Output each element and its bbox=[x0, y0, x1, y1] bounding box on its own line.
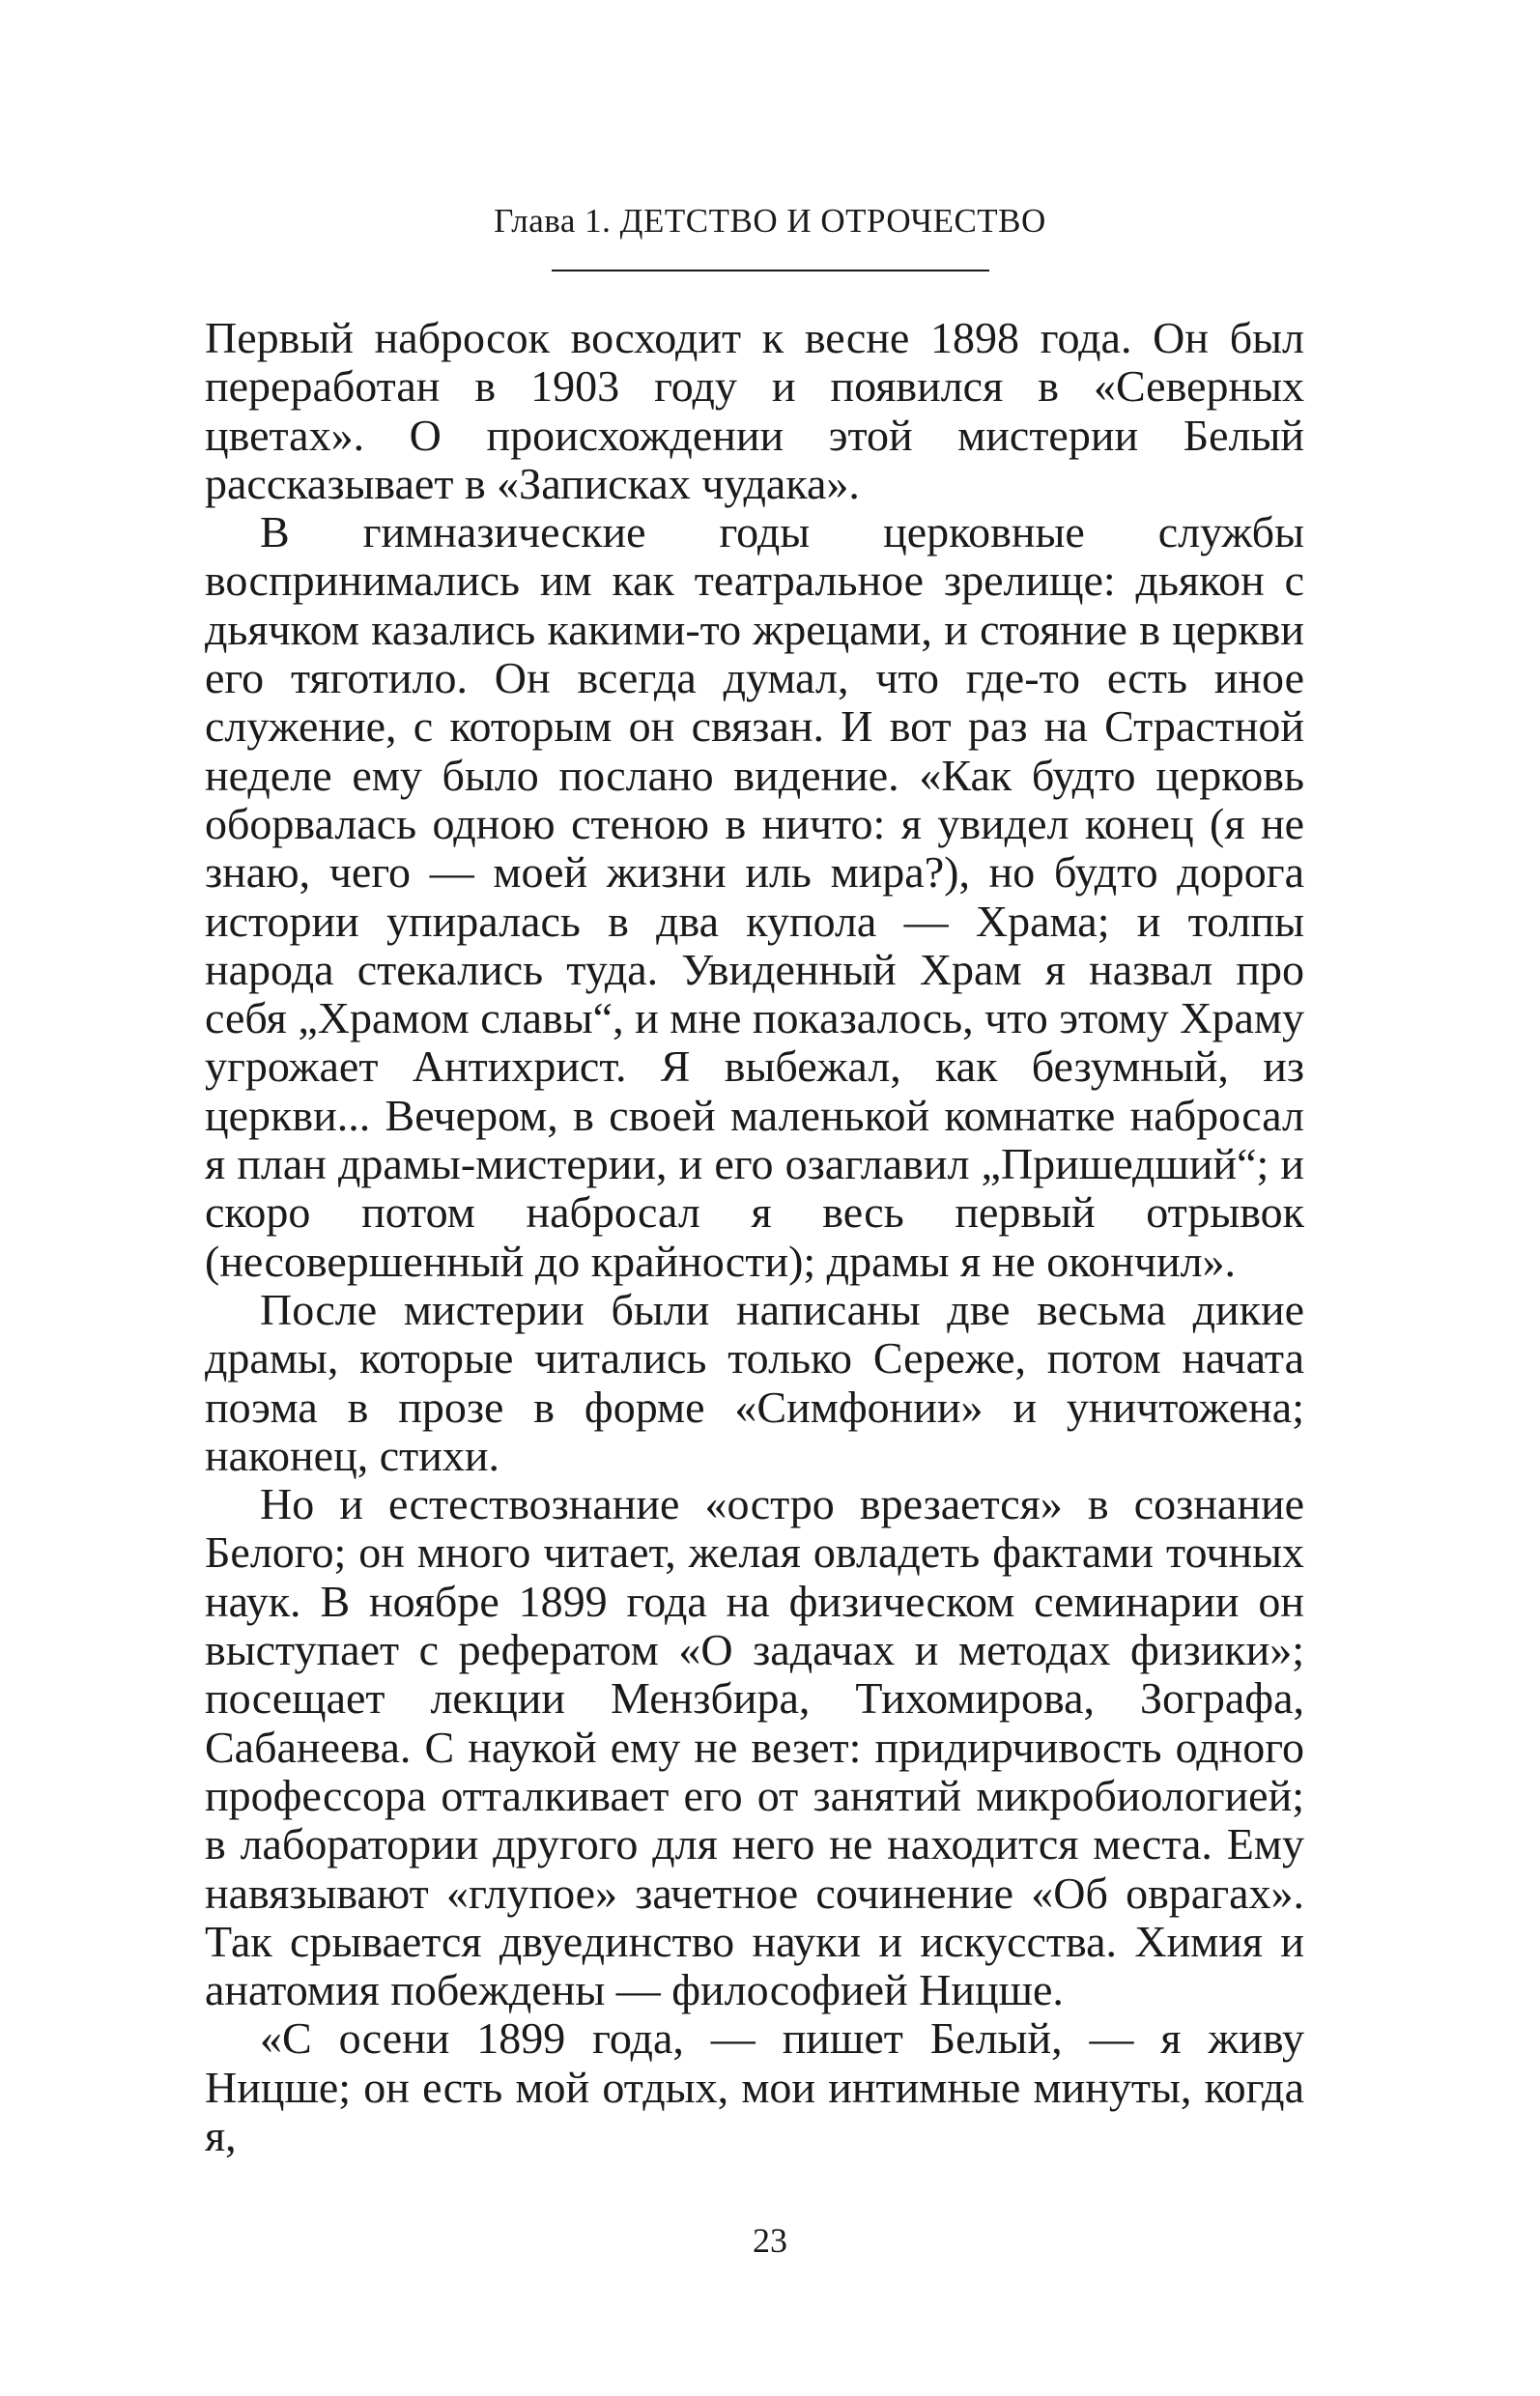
page-number: 23 bbox=[753, 2221, 787, 2260]
paragraph: В гимназические годы церковные службы воспринимались им как театральное зрелище: дьякон с дьячком казались какими-то жрецами, и стояние в церкви его тяготило. Он всегда думал, что где-то есть иное служение, с которым он связан. И вот раз на Страстной неделе ему было послано видение. «Как будто церковь оборвалась одною стеною в ничто: я увидел конец (я не знаю, чего — моей жизни иль мира?), но будто дорога истории упиралась в два купола — Храма; и толпы народа стекались туда. Увиденный Храм я назвал про себя „Храмом славы“, и мне показалось, что этому Храму угрожает Антихрист. Я выбежал, как безумный, из церкви... Вечером, в своей маленькой комнатке набросал я план драмы-мистерии, и его озаглавил „Пришедший“; и скоро потом набросал я весь первый отрывок (несовершенный до крайности); драмы я не окончил». bbox=[205, 507, 1304, 1286]
paragraph: Первый набросок восходит к весне 1898 года. Он был переработан в 1903 году и появился в «Северных цветах». О происхождении этой мистерии Белый рассказывает в «Записках чудака». bbox=[205, 313, 1304, 508]
paragraph: После мистерии были написаны две весьма дикие драмы, которые читались только Сереже, потом начата поэма в прозе в форме «Симфонии» и уничтожена; наконец, стихи. bbox=[205, 1284, 1304, 1480]
paragraph: Но и естествознание «остро врезается» в сознание Белого; он много читает, желая овладеть фактами точных наук. В ноябре 1899 года на физическом семинарии он выступает с рефератом «О задачах и методах физики»; посещает лекции Мензбира, Тихомирова, Зографа, Сабанеева. С наукой ему не везет: придирчивость одного профессора отталкивает его от занятий микробиологией; в лаборатории другого для него не находится места. Ему навязывают «глупое» зачетное сочинение «Об оврагах». Так срывается двуединство науки и искусства. Химия и анатомия побеждены — философией Ницше. bbox=[205, 1479, 1304, 2015]
body-text bbox=[205, 314, 1304, 2160]
running-head: Глава 1. ДЕТСТВО И ОТРОЧЕСТВО bbox=[494, 202, 1046, 240]
paragraph: «С осени 1899 года, — пишет Белый, — я живу Ницше; он есть мой отдых, мои интимные минуты, когда я, bbox=[205, 2013, 1304, 2160]
header-rule bbox=[552, 270, 989, 271]
